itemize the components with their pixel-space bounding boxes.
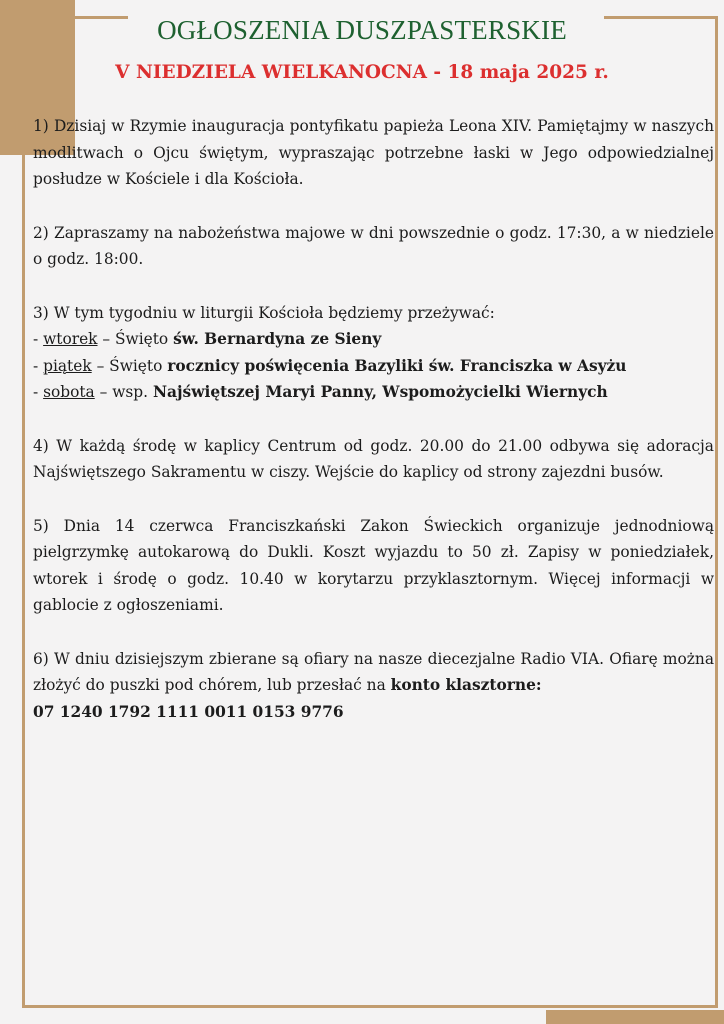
liturgy-item: [33, 326, 714, 353]
liturgy-separator: – Święto: [91, 356, 168, 375]
liturgy-item: [33, 353, 714, 380]
announcements-body: [33, 113, 714, 752]
liturgy-day: wtorek: [43, 330, 98, 348]
liturgy-day: piątek: [43, 356, 92, 375]
announcement-6: [33, 646, 714, 726]
announcement-6-text: 6) W dniu dzisiejszym zbierane są ofiary na nasze diecezjalne Radio VIA. Ofiarę można złożyć do puszki pod chórem, lub przesłać na: [33, 649, 714, 694]
announcement-2: 2) Zapraszamy na nabożeństwa majowe w dni powszednie o godz. 17:30, a w niedziele o godz. 18:00.: [33, 223, 714, 268]
account-number: 07 1240 1792 1111 0011 0153 9776: [33, 702, 344, 721]
item-dash: -: [33, 383, 44, 401]
liturgy-separator: – wsp.: [94, 383, 153, 401]
announcement-4: 4) W każdą środę w kaplicy Centrum od godz. 20.00 do 21.00 odbywa się adoracja Najświętszego Sakramentu w ciszy. Wejście do kaplicy od strony zajezdni busów.: [33, 436, 714, 481]
liturgy-feast: św. Bernardyna ze Sieny: [173, 330, 382, 348]
item-dash: -: [33, 330, 44, 348]
announcement-3: [33, 300, 714, 406]
announcement-5: 5) Dnia 14 czerwca Franciszkański Zakon Świeckich organizuje jednodniową pielgrzymkę autokarową do Dukli. Koszt wyjazdu to 50 zł. Zapisy w poniedziałek, wtorek i środę o godz. 10.40 w korytarzu przyklasztornym. Więcej informacji w gablocie z ogłoszeniami.: [33, 516, 714, 614]
item-dash: -: [33, 356, 44, 375]
corner-decoration-bottom-right: [546, 1010, 724, 1024]
liturgy-separator: – Święto: [97, 330, 174, 348]
announcement-1: 1) Dzisiaj w Rzymie inauguracja pontyfikatu papieża Leona XIV. Pamiętajmy w naszych modlitwach o Ojcu świętym, wypraszając potrzebne łaski w Jego odpowiedzialnej posłudze w Kościele i dla Kościoła.: [33, 117, 714, 188]
liturgy-item: [33, 379, 714, 406]
account-label: konto klasztorne:: [390, 676, 542, 694]
page-title: OGŁOSZENIA DUSZPASTERSKIE: [157, 15, 567, 45]
liturgy-feast: Najświętszej Maryi Panny, Wspomożycielki Wiernych: [152, 383, 608, 401]
announcement-3-intro: 3) W tym tygodniu w liturgii Kościoła będziemy przeżywać:: [33, 303, 495, 322]
liturgy-feast: rocznicy poświęcenia Bazyliki św. Franciszka w Asyżu: [167, 356, 627, 375]
page-subtitle: V NIEDZIELA WIELKANOCNA - 18 maja 2025 r.: [115, 62, 609, 83]
liturgy-day: sobota: [43, 383, 95, 401]
